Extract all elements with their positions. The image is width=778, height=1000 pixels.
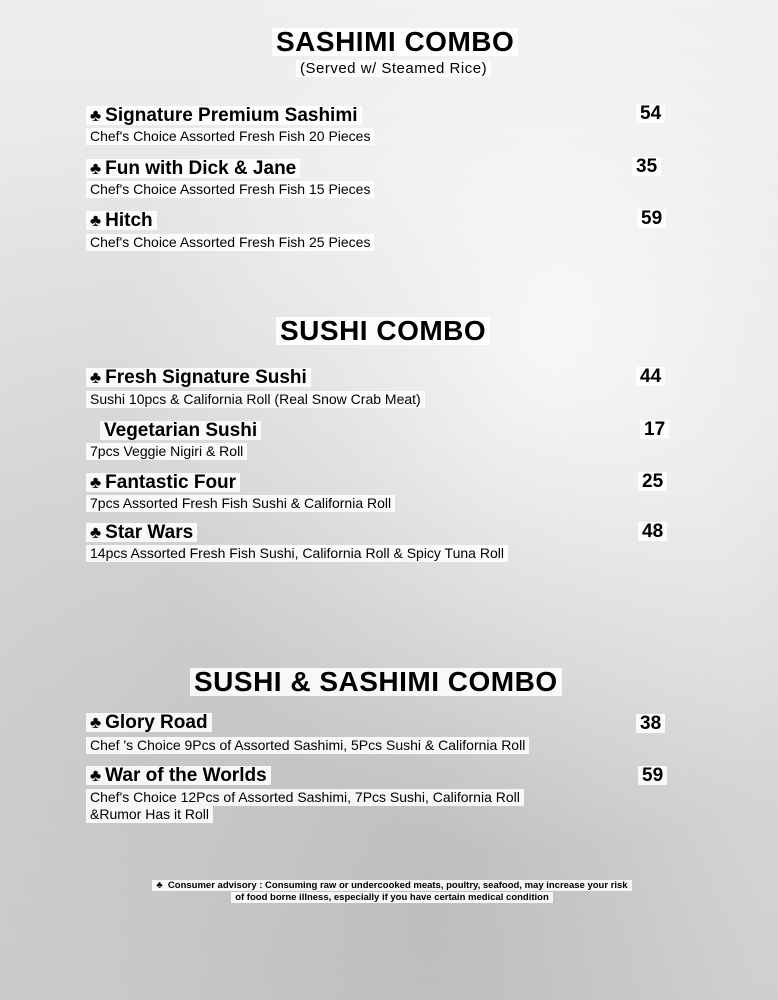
menu-item-name: ♣ War of the Worlds <box>86 766 271 785</box>
menu-item-name: ♣ Hitch <box>86 211 157 230</box>
menu-item-name: ♣ Fun with Dick & Jane <box>86 159 300 178</box>
menu-item-desc: 7pcs Veggie Nigiri & Roll <box>86 443 247 460</box>
club-icon: ♣ <box>90 523 102 542</box>
section-title-sushi: SUSHI COMBO <box>276 317 490 345</box>
menu-item-price: 35 <box>632 157 661 176</box>
menu-item-name: ♣ Star Wars <box>86 523 197 542</box>
menu-item-name: ♣ Glory Road <box>86 713 212 732</box>
club-icon: ♣ <box>90 211 102 230</box>
menu-item-name: Vegetarian Sushi <box>100 421 261 440</box>
menu-item-desc: 7pcs Assorted Fresh Fish Sushi & California Roll <box>86 495 395 512</box>
advisory-line-1: Consumer advisory : Consuming raw or undercooked meats, poultry, seafood, may increase your risk <box>167 880 628 891</box>
menu-item-desc: Chef's Choice Assorted Fresh Fish 15 Pieces <box>86 181 374 198</box>
menu-item-name: ♣ Fresh Signature Sushi <box>86 368 311 387</box>
menu-item-desc: 14pcs Assorted Fresh Fish Sushi, California Roll & Spicy Tuna Roll <box>86 545 508 562</box>
menu-item-desc-line2: &Rumor Has it Roll <box>86 806 213 823</box>
advisory-line-2: of food borne illness, especially if you have certain medical condition <box>231 892 553 903</box>
menu-item-price: 25 <box>638 472 667 491</box>
club-icon: ♣ <box>90 766 102 785</box>
club-icon: ♣ <box>90 473 102 492</box>
menu-item-desc: Chef's Choice 12Pcs of Assorted Sashimi, 7Pcs Sushi, California Roll <box>86 789 524 806</box>
menu-item-desc: Sushi 10pcs & California Roll (Real Snow Crab Meat) <box>86 391 425 408</box>
menu-item-price: 59 <box>637 209 666 228</box>
menu-item-desc: Chef's Choice Assorted Fresh Fish 20 Pieces <box>86 128 374 145</box>
menu-item-price: 17 <box>640 420 669 439</box>
section-subtitle-sashimi: (Served w/ Steamed Rice) <box>296 60 491 77</box>
menu-item-desc: Chef 's Choice 9Pcs of Assorted Sashimi, 5Pcs Sushi & California Roll <box>86 737 529 754</box>
section-title-combo: SUSHI & SASHIMI COMBO <box>190 668 562 696</box>
club-icon: ♣ <box>90 106 102 125</box>
menu-item-price: 44 <box>636 367 665 386</box>
club-icon: ♣ <box>90 713 102 732</box>
menu-item-name: ♣ Signature Premium Sashimi <box>86 106 362 125</box>
club-icon: ♣ <box>90 368 102 387</box>
menu-item-desc: Chef's Choice Assorted Fresh Fish 25 Pieces <box>86 234 374 251</box>
menu-item-price: 59 <box>638 766 667 785</box>
section-title-sashimi: SASHIMI COMBO <box>272 28 518 56</box>
menu-item-name: ♣ Fantastic Four <box>86 473 240 492</box>
menu-item-price: 54 <box>636 104 665 123</box>
club-icon: ♣ <box>90 159 102 178</box>
club-icon: ♣ <box>156 880 163 891</box>
consumer-advisory <box>112 880 672 905</box>
menu-item-price: 48 <box>638 522 667 541</box>
menu-item-price: 38 <box>636 714 665 733</box>
